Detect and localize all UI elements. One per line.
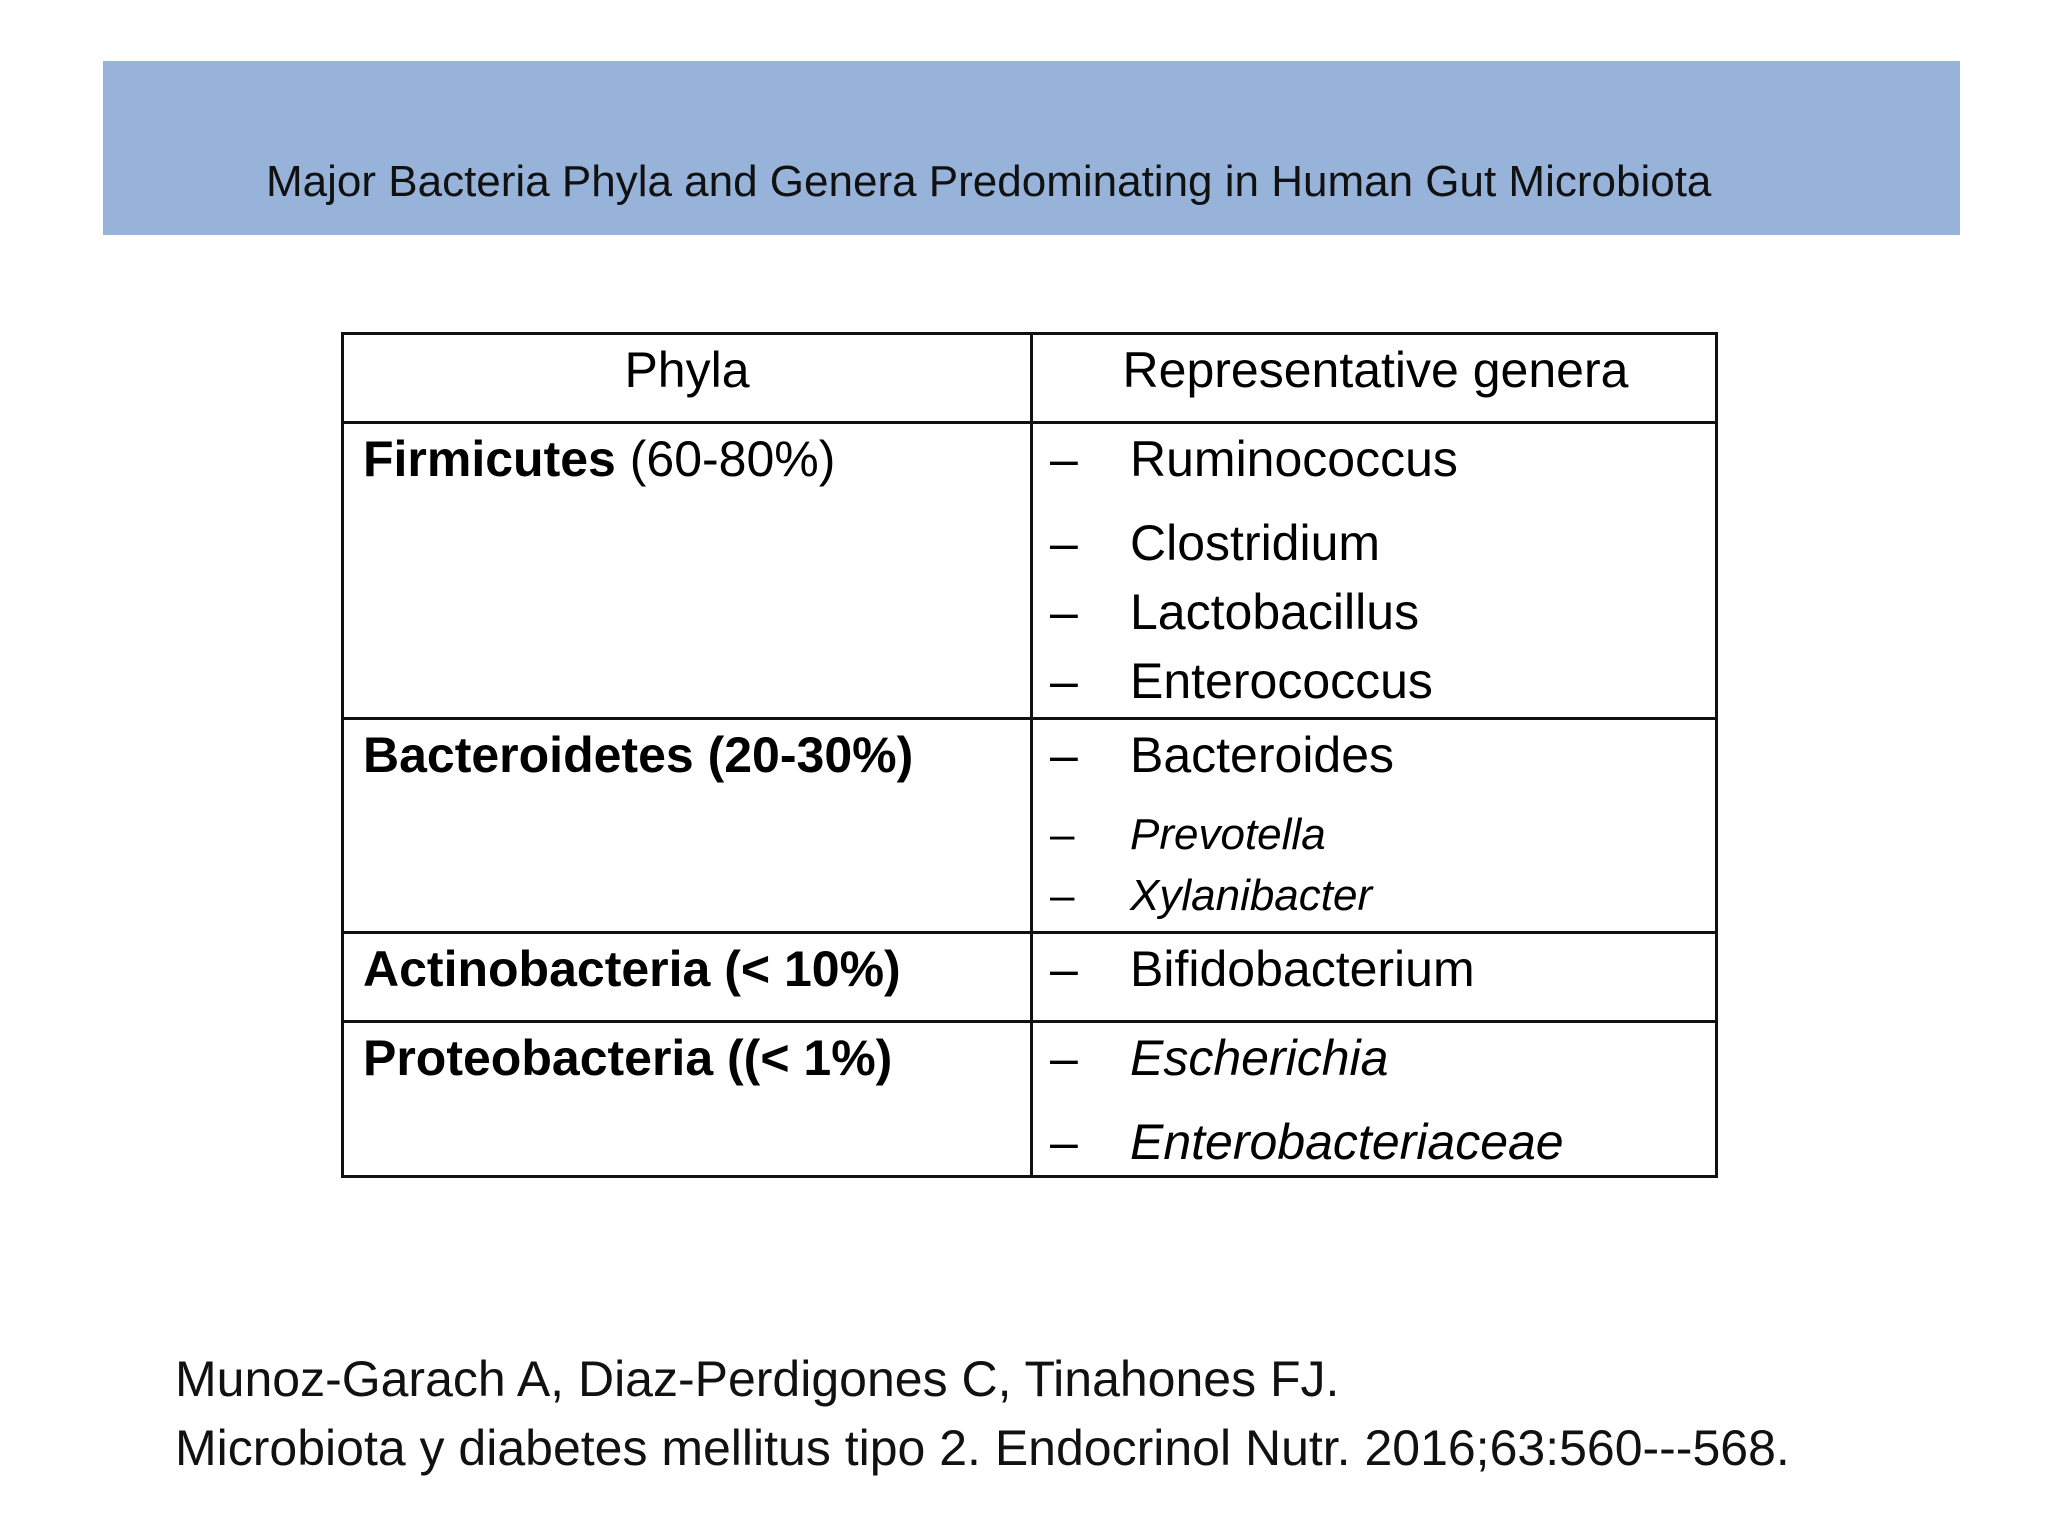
- phylum-bacteroidetes: [363, 727, 913, 783]
- phylum-firmicutes: [363, 431, 835, 487]
- phylum-percent: (20-30%): [693, 727, 914, 783]
- genus-dash: –: [1050, 1030, 1078, 1086]
- genus-dash: –: [1050, 810, 1075, 859]
- genus-dash: –: [1050, 653, 1078, 709]
- genus-dash: –: [1050, 871, 1075, 920]
- slide-title: Major Bacteria Phyla and Genera Predominating in Human Gut Microbiota: [266, 157, 1712, 206]
- genus-escherichia: Escherichia: [1130, 1030, 1389, 1086]
- title-band: [103, 61, 1960, 235]
- phylum-proteobacteria: [363, 1030, 892, 1086]
- phylum-name: Actinobacteria: [363, 941, 711, 997]
- phylum-percent: (60-80%): [615, 431, 836, 487]
- genus-enterobacteriaceae: Enterobacteriaceae: [1130, 1114, 1564, 1170]
- genus-xylanibacter: Xylanibacter: [1130, 871, 1373, 920]
- phylum-name: Firmicutes: [363, 431, 616, 487]
- genus-ruminococcus: Ruminococcus: [1130, 431, 1458, 487]
- phylum-percent: (< 10%): [710, 941, 901, 997]
- phyla-table: [341, 332, 1718, 1178]
- genus-dash: –: [1050, 584, 1078, 640]
- genus-prevotella: Prevotella: [1130, 810, 1326, 859]
- genus-dash: –: [1050, 431, 1078, 487]
- phylum-name: Proteobacteria: [363, 1030, 714, 1086]
- genus-dash: –: [1050, 727, 1078, 783]
- column-divider: [1030, 335, 1033, 1175]
- phylum-percent: ((< 1%): [713, 1030, 893, 1086]
- genus-bacteroides: Bacteroides: [1130, 727, 1395, 783]
- genus-bifidobacterium: Bifidobacterium: [1130, 941, 1475, 997]
- header-phyla: Phyla: [624, 342, 750, 398]
- citation-authors: Munoz-Garach A, Diaz-Perdigones C, Tinahones FJ.: [175, 1351, 1340, 1407]
- row-divider: [344, 1020, 1715, 1023]
- genus-dash: –: [1050, 1114, 1078, 1170]
- phylum-name: Bacteroidetes: [363, 727, 694, 783]
- genus-lactobacillus: Lactobacillus: [1130, 584, 1420, 640]
- row-divider: [344, 931, 1715, 934]
- citation-reference: Microbiota y diabetes mellitus tipo 2. Endocrinol Nutr. 2016;63:560---568.: [175, 1420, 1790, 1476]
- row-divider: [344, 421, 1715, 424]
- genus-dash: –: [1050, 515, 1078, 571]
- phylum-actinobacteria: [363, 941, 901, 997]
- genus-dash: –: [1050, 941, 1078, 997]
- row-divider: [344, 717, 1715, 720]
- genus-enterococcus: Enterococcus: [1130, 653, 1433, 709]
- genus-clostridium: Clostridium: [1130, 515, 1381, 571]
- header-representative-genera: Representative genera: [1122, 342, 1629, 398]
